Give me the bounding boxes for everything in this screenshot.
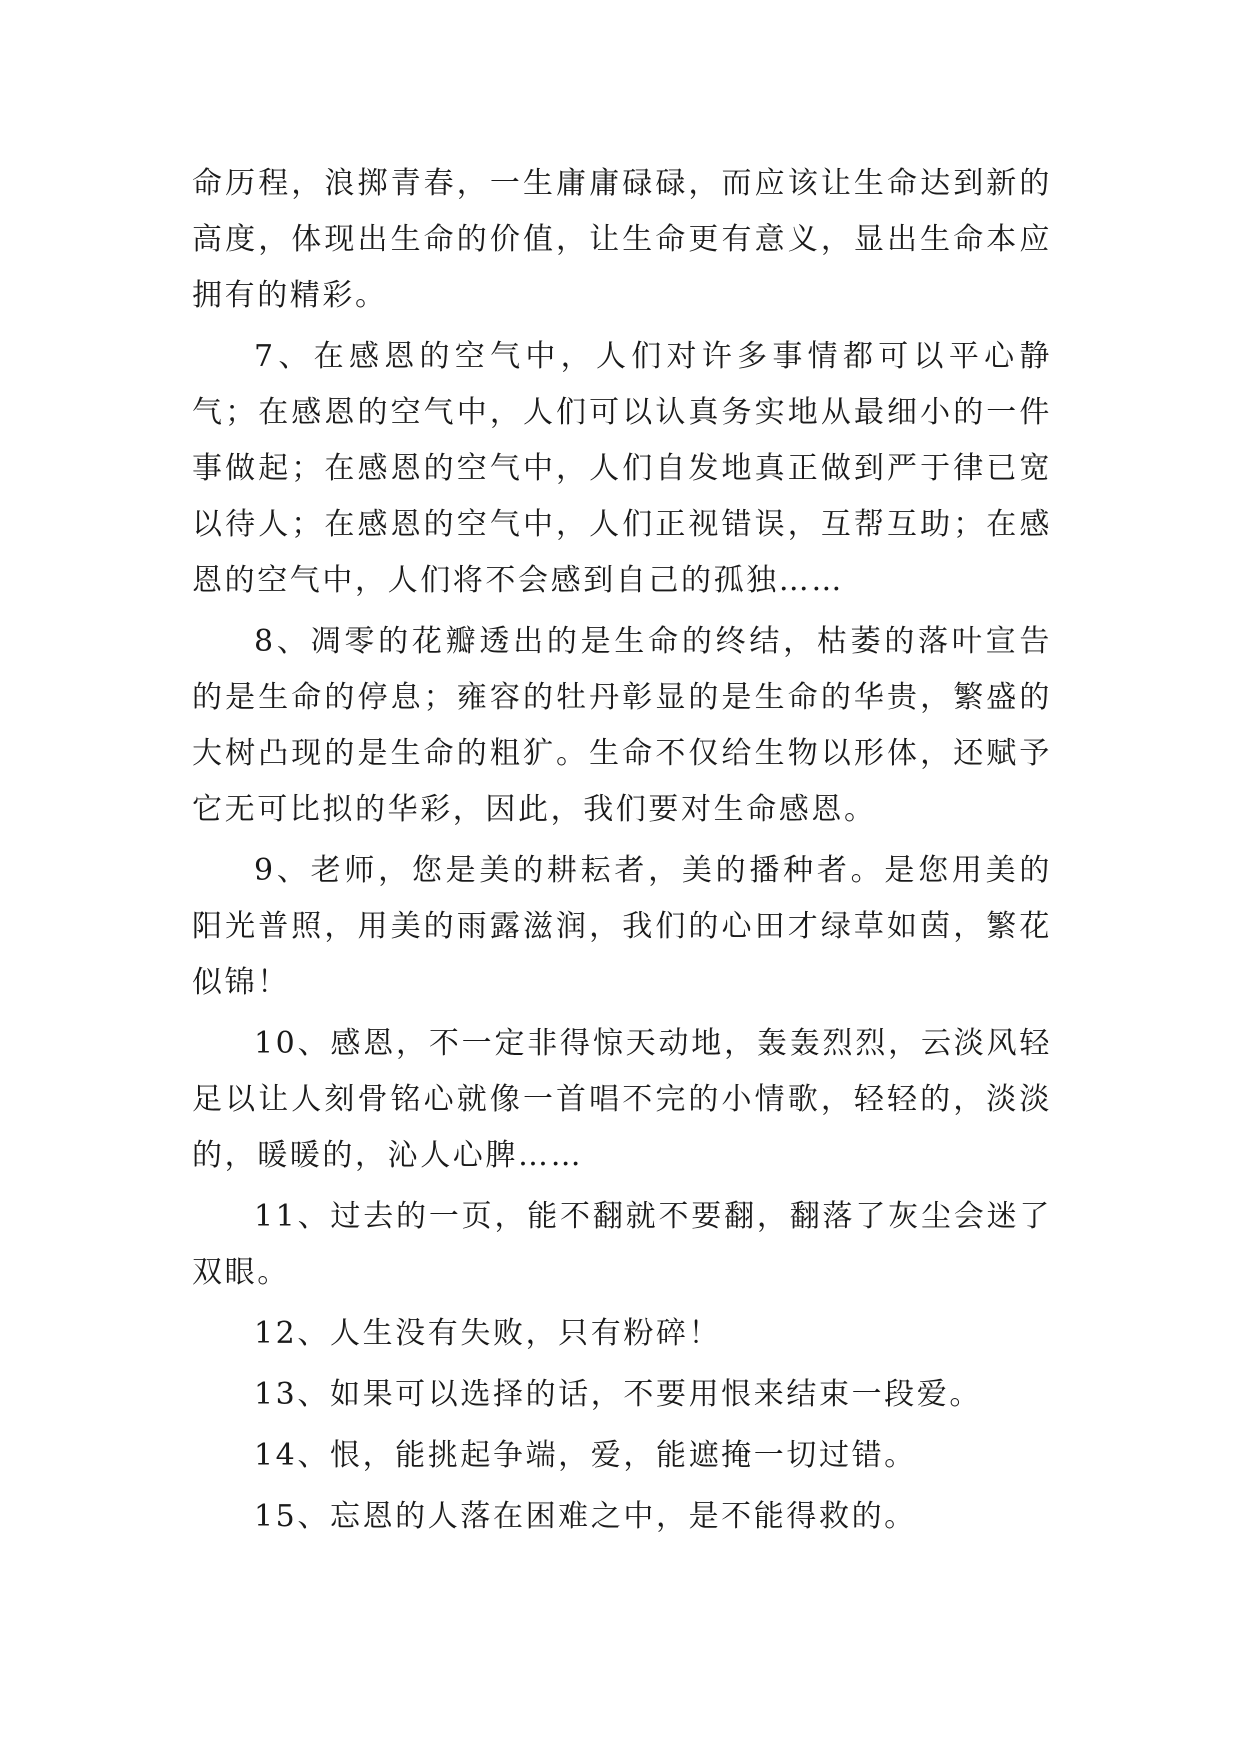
paragraph-item-12: 12、人生没有失败，只有粉碎！ (254, 1316, 722, 1351)
paragraph-item-14: 14、恨，能挑起争端，爱，能遮掩一切过错。 (254, 1438, 917, 1473)
paragraph-item-8: 8、凋零的花瓣透出的是生命的终结，枯萎的落叶宣告的是生命的停息；雍容的牡丹彰显的是生命的华贵，繁盛的大树凸现的是生命的粗犷。生命不仅给生物以形体，还赋予它无可比拟的华彩，因此，我们要对生命感恩。 (192, 624, 1052, 827)
paragraph-item-9: 9、老师，您是美的耕耘者，美的播种者。是您用美的阳光普照，用美的雨露滋润，我们的心田才绿草如茵，繁花似锦！ (192, 853, 1052, 1000)
paragraph-item-11: 11、过去的一页，能不翻就不要翻，翻落了灰尘会迷了双眼。 (192, 1199, 1052, 1290)
document-body (192, 156, 1052, 1550)
paragraph-item-10: 10、感恩，不一定非得惊天动地，轰轰烈烈，云淡风轻足以让人刻骨铭心就像一首唱不完的小情歌，轻轻的，淡淡的，暖暖的，沁人心脾…… (192, 1026, 1052, 1173)
paragraph-continuation: 命历程，浪掷青春，一生庸庸碌碌，而应该让生命达到新的高度，体现出生命的价值，让生命更有意义，显出生命本应拥有的精彩。 (192, 166, 1052, 313)
paragraph-item-7: 7、在感恩的空气中，人们对许多事情都可以平心静气；在感恩的空气中，人们可以认真务实地从最细小的一件事做起；在感恩的空气中，人们自发地真正做到严于律已宽以待人；在感恩的空气中，人们正视错误，互帮互助；在感恩的空气中，人们将不会感到自己的孤独…… (192, 339, 1052, 598)
paragraph-item-13: 13、如果可以选择的话，不要用恨来结束一段爱。 (254, 1377, 982, 1412)
paragraph-item-15: 15、忘恩的人落在困难之中，是不能得救的。 (254, 1499, 917, 1534)
